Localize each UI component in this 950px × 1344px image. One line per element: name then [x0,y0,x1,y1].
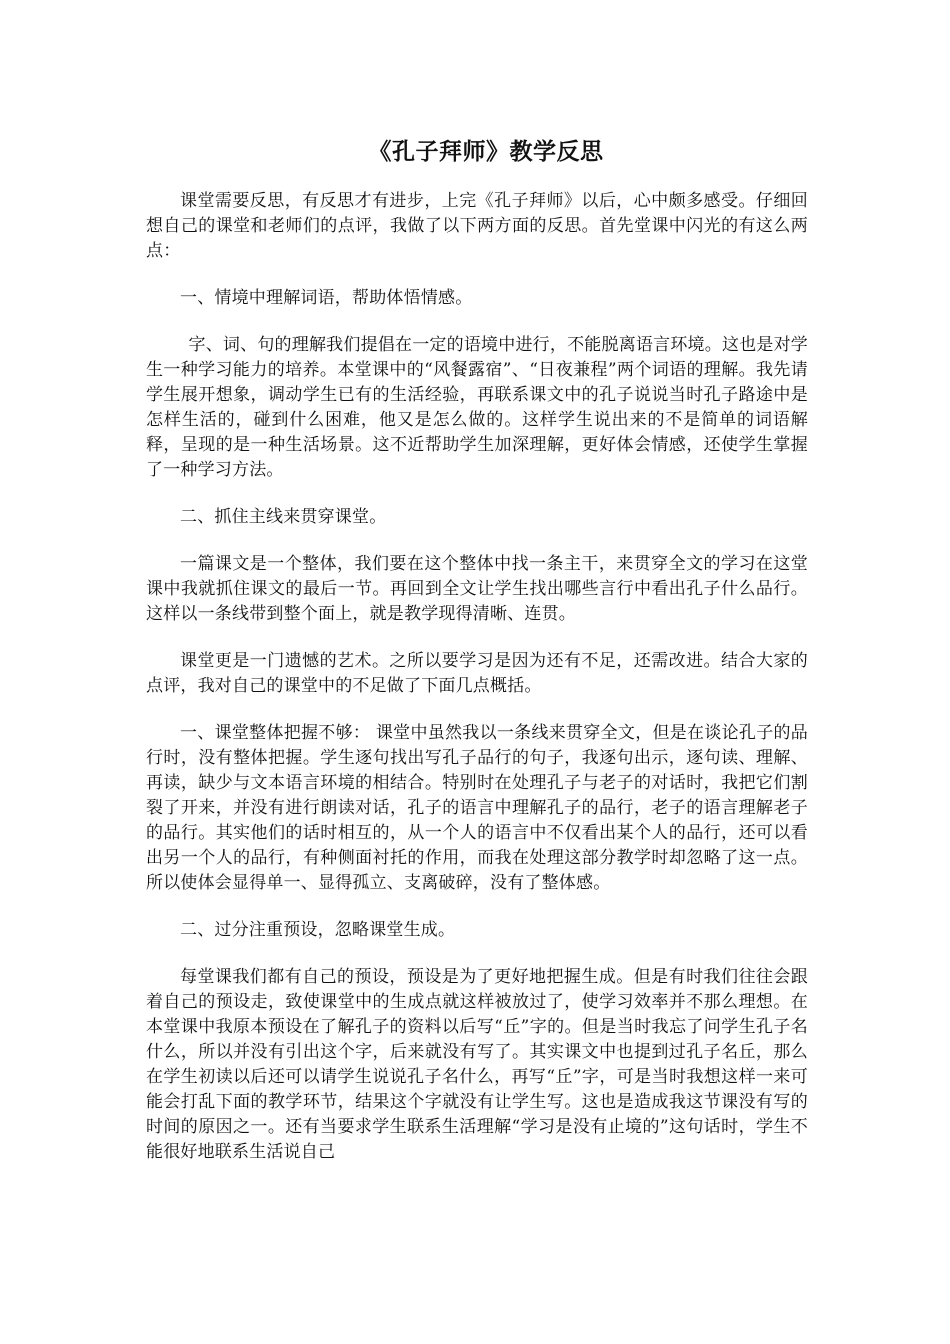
paragraph-shortcomings-intro: 课堂更是一门遗憾的艺术。之所以要学习是因为还有不足，还需改进。结合大家的点评，我对自己的课堂中的不足做了下面几点概括。 [146,651,808,696]
heading-point-1: 一、情境中理解词语，帮助体悟情感。 [180,288,473,308]
paragraph-shortcoming-1: 一、课堂整体把握不够： 课堂中虽然我以一条线来贯穿全文，但是在谈论孔子的品行时，没有整体把握。学生逐句找出写孔子品行的句子，我逐句出示，逐句读、理解、再读，缺少与文本语言环境的相结合。特别时在处理孔子与老子的对话时，我把它们割裂了开来，并没有进行朗读对话，孔子的语言中理解孔子的品行，老子的语言理解老子的品行。其实他们的话时相互的，从一个人的语言中不仅看出某个人的品行，还可以看出另一个人的品行，有种侧面衬托的作用，而我在处理这部分教学时却忽略了这一点。所以使体会显得单一、显得孤立、支离破碎，没有了整体感。 [146,723,808,893]
heading-point-2: 二、抓住主线来贯穿课堂。 [180,507,387,527]
paragraph-intro: 课堂需要反思，有反思才有进步，上完《孔子拜师》以后，心中颇多感受。仔细回想自己的课堂和老师们的点评，我做了以下两方面的反思。首先堂课中闪光的有这么两点： [146,191,808,261]
document-title: 《孔子拜师》教学反思 [368,139,604,165]
paragraph-shortcoming-2: 每堂课我们都有自己的预设，预设是为了更好地把握生成。但是有时我们往往会跟着自己的预设走，致使课堂中的生成点就这样被放过了，使学习效率并不那么理想。在本堂课中我原本预设在了解孔子的资料以后写“丘”字的。但是当时我忘了问学生孔子名什么，所以并没有引出这个字，后来就没有写了。其实课文中也提到过孔子名丘，那么在学生初读以后还可以请学生说说孔子名什么，再写“丘”字，可是当时我想这样一来可能会打乱下面的教学环节，结果这个字就没有让学生写。这也是造成我这节课没有写的时间的原因之一。还有当要求学生联系生活理解“学习是没有止境的”这句话时，学生不能很好地联系生活说自己 [146,967,808,1162]
paragraph-point-1: 字、词、句的理解我们提倡在一定的语境中进行，不能脱离语言环境。这也是对学生一种学习能力的培养。本堂课中的“风餐露宿”、“日夜兼程”两个词语的理解。我先请学生展开想象，调动学生已有的生活经验，再联系课文中的孔子说说当时孔子路途中是怎样生活的，碰到什么困难，他又是怎么做的。这样学生说出来的不是简单的词语解释，呈现的是一种生活场景。这不近帮助学生加深理解，更好体会情感，还使学生掌握了一种学习方法。 [146,335,808,480]
paragraph-point-2: 一篇课文是一个整体，我们要在这个整体中找一条主干，来贯穿全文的学习在这堂课中我就抓住课文的最后一节。再回到全文让学生找出哪些言行中看出孔子什么品行。这样以一条线带到整个面上，就是教学现得清晰、连贯。 [146,554,808,624]
heading-shortcoming-2: 二、过分注重预设，忽略课堂生成。 [180,920,456,940]
